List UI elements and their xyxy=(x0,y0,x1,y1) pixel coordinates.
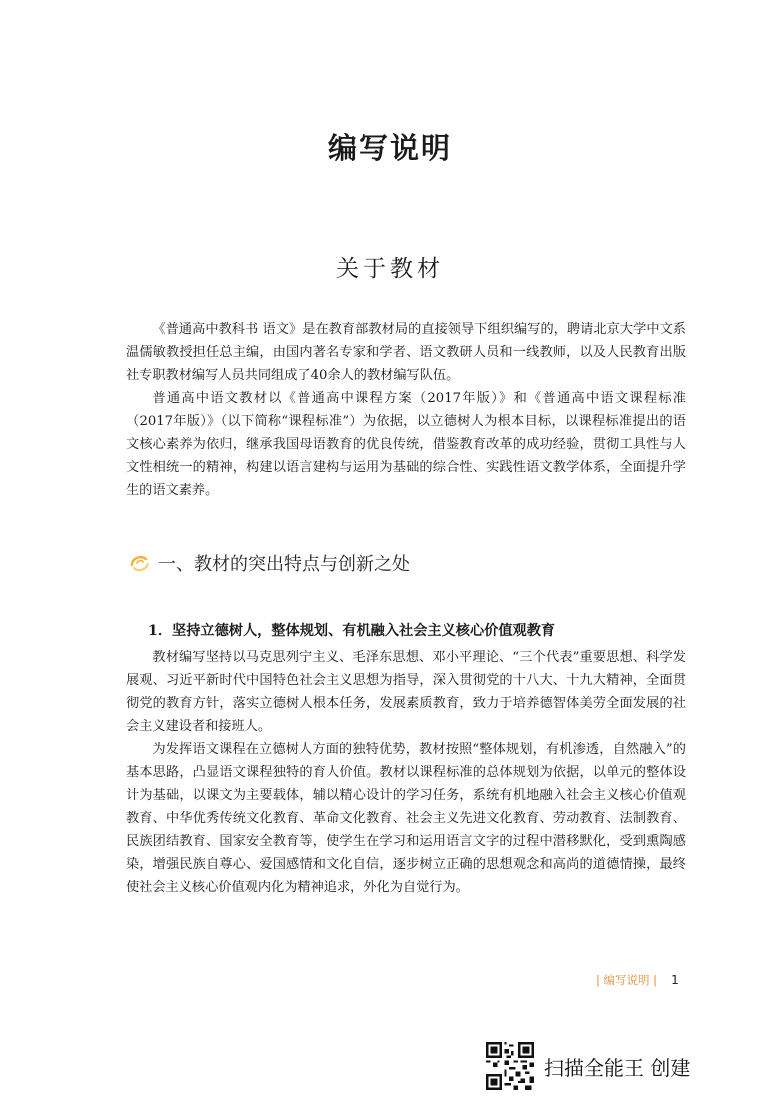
point-heading: 1．坚持立德树人，整体规划、有机融入社会主义核心价值观教育 xyxy=(148,623,556,639)
intro-paragraph: 普通高中语文教材以《普通高中课程方案（2017年版）》和《普通高中语文课程标准（2017年版）》（以下简称“课程标准”）为依据，以立德树人为根本目标，以课程标准提出的语文核心素养为依归，继承我国母语教育的优良传统，借鉴教育改革的成功经验，贯彻工具性与人文性相统一的精神，构建以语言建构与运用为基础的综合性、实践性语文教学体系，全面提升学生的语文素养。 xyxy=(126,391,686,498)
footer-label: 编写说明 xyxy=(603,973,650,987)
page-title: 编写说明 xyxy=(327,131,452,165)
watermark-text: 扫描全能王 创建 xyxy=(544,1055,691,1080)
section-title: 关于教材 xyxy=(336,256,444,282)
page-number: 1 xyxy=(671,973,679,987)
point-paragraph: 为发挥语文课程在立德树人方面的独特优势，教材按照“整体规划，有机渗透，自然融入”的基本思路，凸显语文课程独特的育人价值。教材以课程标准的总体规划为依据，以单元的整体设计为基础，以课文为主要载体，辅以精心设计的学习任务，系统有机地融入社会主义核心价值观教育、中华优秀传统文化教育、革命文化教育、社会主义先进文化教育、劳动教育、法制教育、民族团结教育、国家安全教育等，使学生在学习和运用语言文字的过程中潜移默化，受到熏陶感染，增强民族自尊心、爱国感情和文化自信，逐步树立正确的思想观念和高尚的道德情操，最终使社会主义核心价值观内化为精神追求，外化为自觉行为。 xyxy=(126,742,686,895)
point-paragraph: 教材编写坚持以马克思列宁主义、毛泽东思想、邓小平理论、“三个代表”重要思想、科学发展观、习近平新时代中国特色社会主义思想为指导，深入贯彻党的十八大、十九大精神，全面贯彻党的教育方针，落实立德树人根本任务，发展素质教育，致力于培养德智体美劳全面发展的社会主义建设者和接班人。 xyxy=(126,650,686,734)
intro-paragraph: 《普通高中教科书 语文》是在教育部教材局的直接领导下组织编写的，聘请北京大学中文系温儒敏教授担任总主编，由国内著名专家和学者、语文教研人员和一线教师，以及人民教育出版社专职教材编写人员共同组成了40余人的教材编写队伍。 xyxy=(126,322,686,383)
intro-text xyxy=(126,318,686,502)
point-text xyxy=(126,646,686,899)
page-footer xyxy=(596,972,679,988)
footer-separator: | xyxy=(596,973,604,987)
footer-separator: | xyxy=(649,973,658,987)
swirl-icon xyxy=(128,551,152,575)
section-heading-text: 一、教材的突出特点与创新之处 xyxy=(158,554,410,575)
scanner-watermark xyxy=(486,1042,690,1090)
section-heading xyxy=(128,550,410,576)
qr-code-icon xyxy=(486,1042,534,1090)
